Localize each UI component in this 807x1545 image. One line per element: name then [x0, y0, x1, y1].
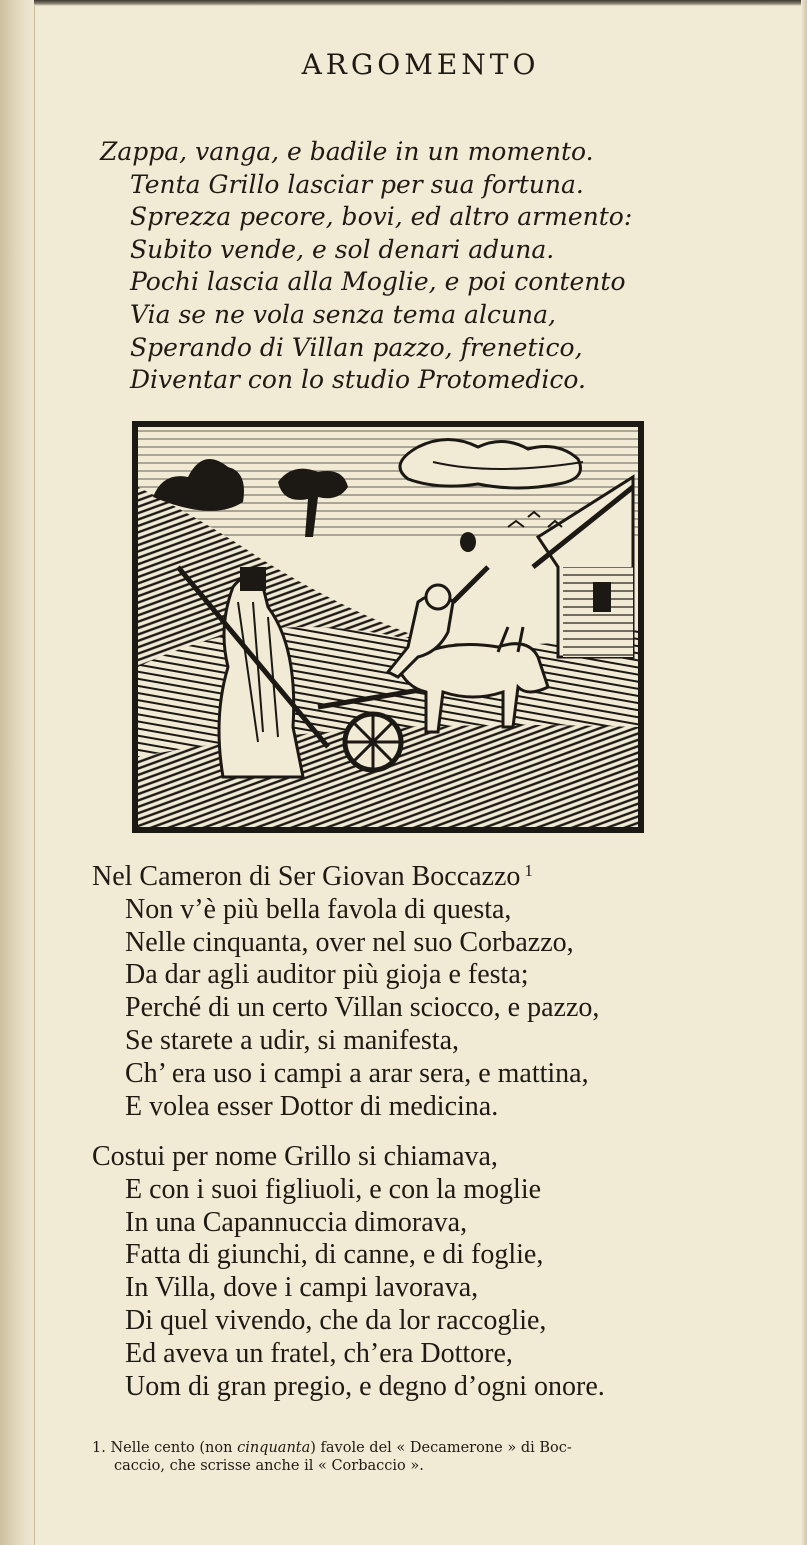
- footnote: [92, 1439, 742, 1475]
- stanza-1: [92, 855, 732, 1123]
- argument-line: Sperando di Villan pazzo, frenetico,: [130, 332, 583, 362]
- stanza-2: [92, 1141, 732, 1403]
- argument-line: Zappa, vanga, e badile in un momento.: [100, 137, 594, 166]
- argument-line: Sprezza pecore, bovi, ed altro armento:: [130, 202, 633, 232]
- stanza-line: Uom di gran pregio, e degno d’ogni onore.: [125, 1370, 605, 1402]
- argument-line: Diventar con lo studio Protomedico.: [130, 365, 586, 395]
- page-right-edge: [801, 0, 807, 1545]
- argument-line: Via se ne vola senza tema alcuna,: [130, 299, 557, 329]
- footnote-line: [92, 1439, 742, 1457]
- stanza-line: In Villa, dove i campi lavorava,: [125, 1272, 479, 1304]
- stanza-line-text: Nel Cameron di Ser Giovan Boccazzo: [92, 861, 521, 892]
- stanza-line: Perché di un certo Villan sciocco, e pazzo,: [125, 992, 600, 1024]
- stanza-line: In una Capannuccia dimorava,: [125, 1206, 468, 1238]
- footnote-text: ) favole del « Decamerone » di Boc-: [310, 1440, 572, 1456]
- stanza-line: Fatta di giunchi, di canne, e di foglie,: [125, 1239, 544, 1271]
- stanza-line: Non v’è più bella favola di questa,: [125, 893, 512, 925]
- footnote-marker: 1: [524, 861, 533, 880]
- stanza-line: Ch’ era uso i campi a arar sera, e mattina,: [125, 1057, 589, 1089]
- stanza-line: E volea esser Dottor di medicina.: [125, 1090, 499, 1122]
- page-top-edge: [34, 0, 807, 6]
- woodcut-illustration: [132, 421, 644, 833]
- stanza-line: E con i suoi figliuoli, e con la moglie: [125, 1173, 542, 1205]
- stanza-line: Se starete a udir, si manifesta,: [125, 1024, 459, 1056]
- stanza-line: Ed aveva un fratel, ch’era Dottore,: [125, 1337, 513, 1369]
- stanza-line: Di quel vivendo, che da lor raccoglie,: [125, 1304, 547, 1336]
- page-title: ARGOMENTO: [301, 48, 540, 81]
- footnote-italic: cinquanta: [237, 1440, 311, 1456]
- footnote-line: caccio, che scrisse anche il « Corbaccio ».: [114, 1458, 424, 1474]
- argument-line: Pochi lascia alla Moglie, e poi contento: [130, 267, 626, 297]
- stanza-line: [92, 855, 732, 894]
- footnote-number: 1.: [92, 1440, 106, 1456]
- argument-line: Tenta Grillo lasciar per sua fortuna.: [130, 169, 584, 199]
- argument-verse: [100, 136, 740, 397]
- footnote-text: Nelle cento (non: [110, 1440, 233, 1456]
- stanza-line: Costui per nome Grillo si chiamava,: [92, 1141, 498, 1172]
- binding-gutter: [0, 0, 35, 1545]
- stanza-line: Nelle cinquanta, over nel suo Corbazzo,: [125, 926, 574, 958]
- stanza-line: Da dar agli auditor più gioja e festa;: [125, 959, 529, 991]
- woodcut-farmer-plough-icon: [138, 427, 638, 827]
- argument-line: Subito vende, e sol denari aduna.: [130, 234, 555, 264]
